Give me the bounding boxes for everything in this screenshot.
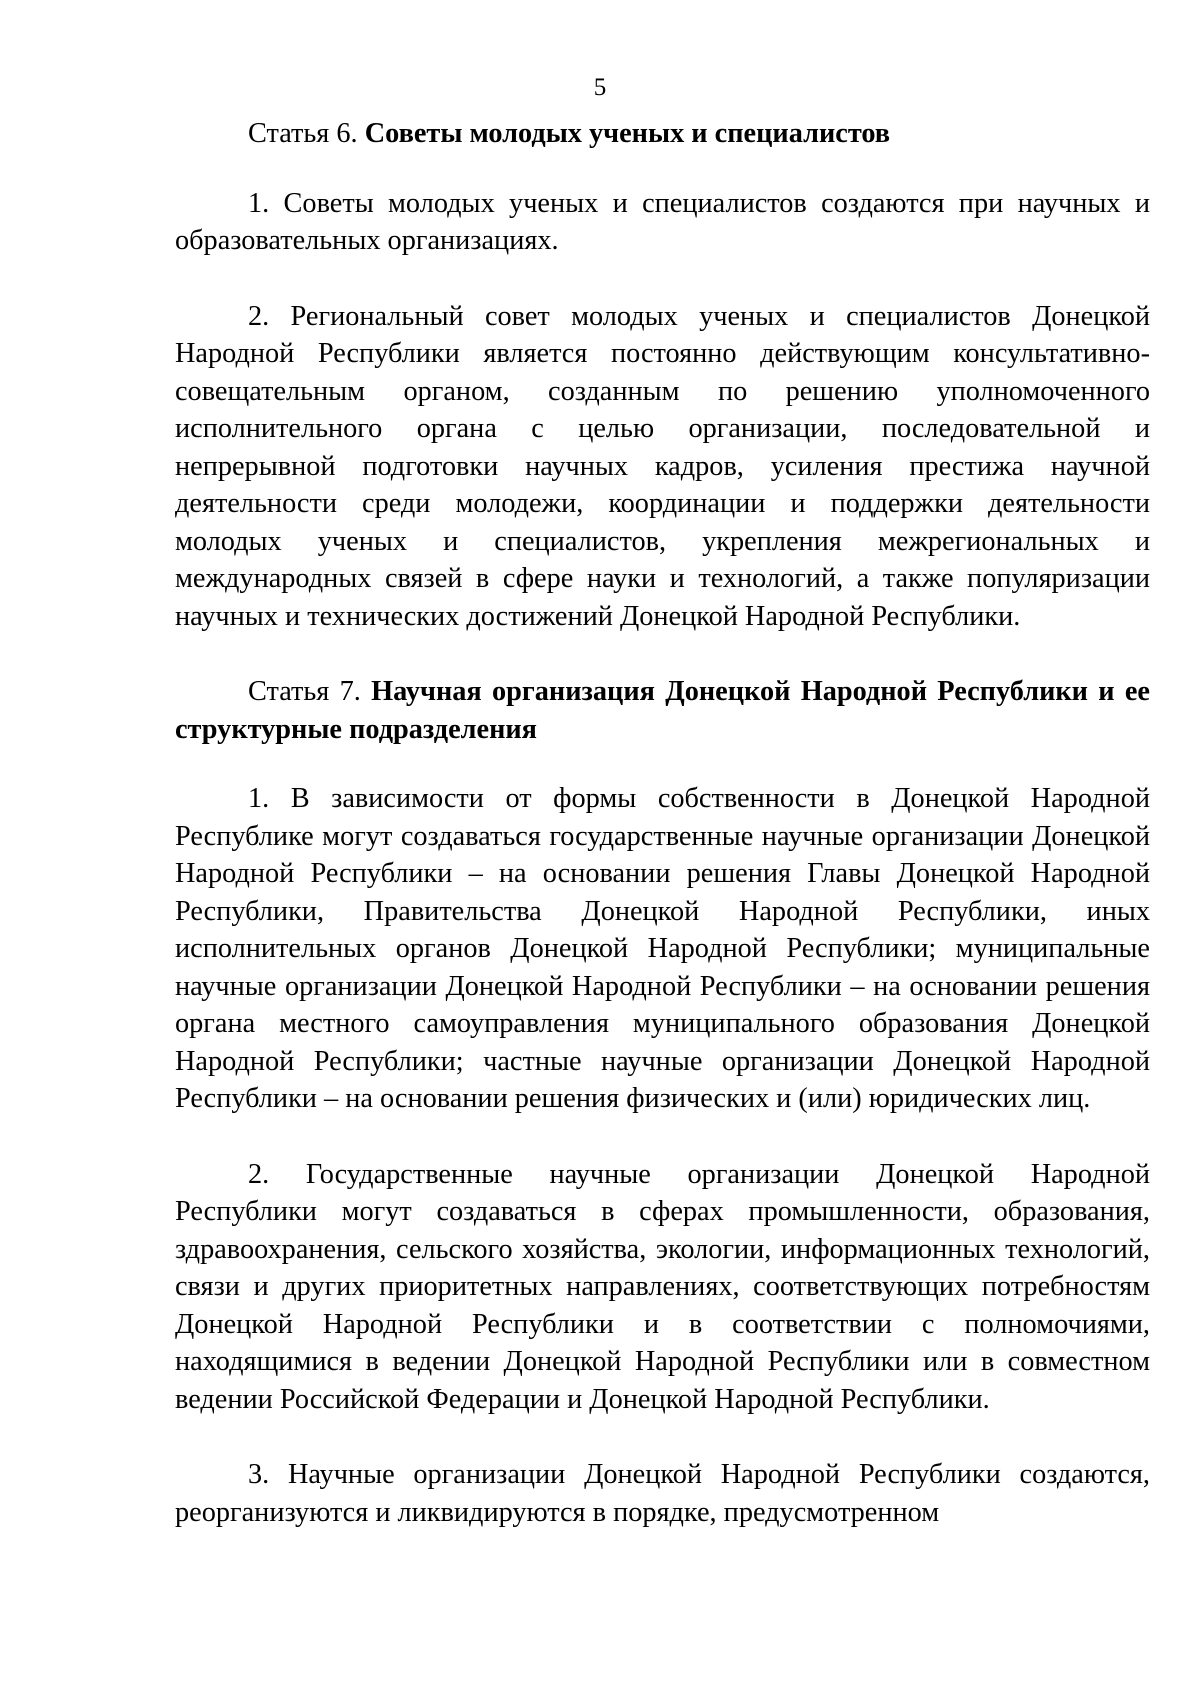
article-7-paragraph-1: 1. В зависимости от формы собственности в Донецкой Народной Республике могут создаваться государственные научные организации Донецкой Народной Республики – на основании решения Главы Донецкой Народной Республики, Правительства Донецкой Народной Республики, иных исполнительных органов Донецкой Народной Республики; муниципальные научные организации Донецкой Народной Республики – на основании решения органа местного самоуправления муниципального образования Донецкой Народной Республики; частные научные организации Донецкой Народной Республики – на основании решения физических и (или) юридических лиц. (175, 783, 1150, 1114)
article-7-paragraph-2: 2. Государственные научные организации Донецкой Народной Республики могут создаваться в сферах промышленности, образования, здравоохранения, сельского хозяйства, экологии, информационных технологий, связи и других приоритетных направлениях, соответствующих потребностям Донецкой Народной Республики и в соответствии с полномочиями, находящимися в ведении Донецкой Народной Республики или в совместном ведении Российской Федерации и Донецкой Народной Республики. (175, 1158, 1150, 1415)
article-6-paragraph-2: 2. Региональный совет молодых ученых и специалистов Донецкой Народной Республики является постоянно действующим консультативно-совещательным органом, созданным по решению уполномоченного исполнительного органа с целью организации, последовательной и непрерывной подготовки научных кадров, усиления престижа научной деятельности среди молодежи, координации и поддержки деятельности молодых ученых и специалистов, укрепления межрегиональных и международных связей в сфере науки и технологий, а также популяризации научных и технических достижений Донецкой Народной Республики. (175, 300, 1150, 632)
article-7-heading (175, 673, 1150, 748)
article-6-paragraph-1: 1. Советы молодых ученых и специалистов создаются при научных и образовательных организациях. (175, 187, 1150, 256)
article-6-title: Советы молодых ученых и специалистов (364, 118, 891, 149)
page-number: 5 (593, 74, 607, 101)
document-body (175, 115, 1150, 1531)
article-6-heading (175, 115, 1150, 153)
article-7-prefix: Статья 7. (248, 676, 361, 707)
article-6-prefix: Статья 6. (248, 118, 358, 149)
article-7-paragraph-3: 3. Научные организации Донецкой Народной Республики создаются, реорганизуются и ликвидируются в порядке, предусмотренном (175, 1459, 1150, 1528)
article-7-title: Научная организация Донецкой Народной Республики и ее структурные подразделения (175, 676, 1150, 745)
